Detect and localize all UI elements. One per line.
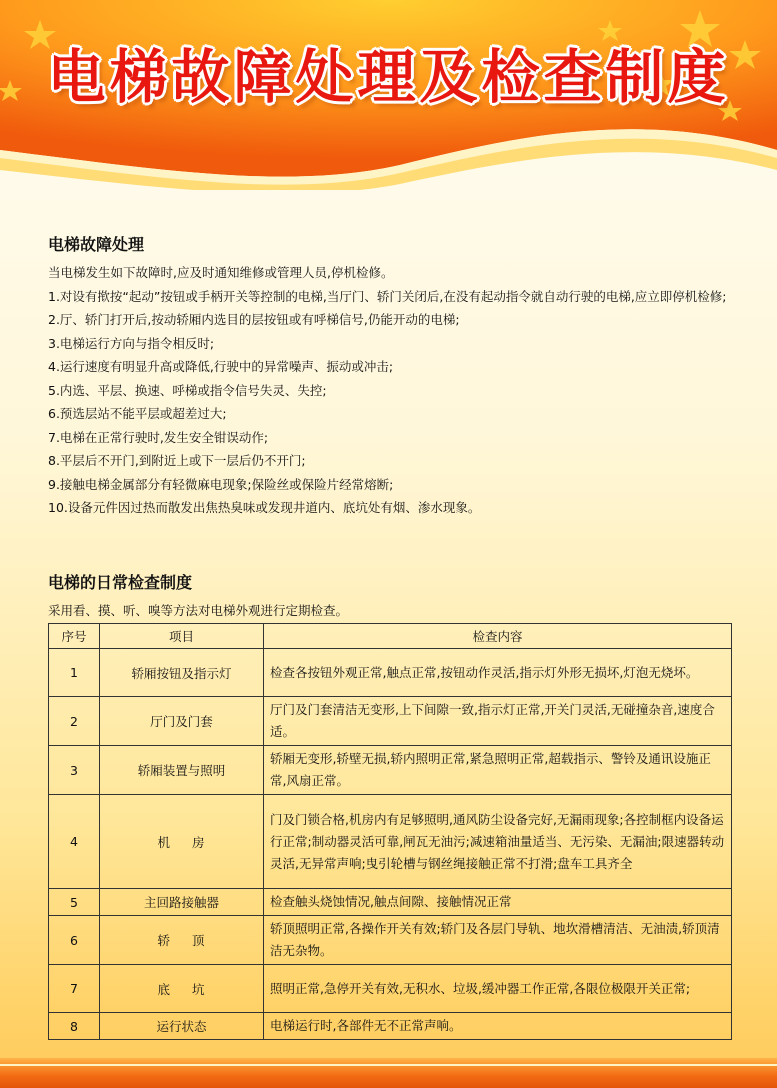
header-banner: [0, 0, 777, 190]
row-item: 机房: [100, 795, 264, 889]
fault-item: 5.内选、平层、换速、呼梯或指令信号失灵、失控;: [48, 382, 327, 398]
row-item: 轿顶: [100, 916, 264, 965]
row-no: 5: [49, 889, 100, 916]
row-item: 主回路接触器: [100, 889, 264, 916]
row-item: 轿厢装置与照明: [100, 746, 264, 795]
fault-section: [48, 232, 748, 520]
fault-item: 4.运行速度有明显升高或降低,行驶中的异常噪声、振动或冲击;: [48, 359, 394, 374]
table-header-row: [49, 624, 732, 649]
fault-item: 7.电梯在正常行驶时,发生安全钳误动作;: [48, 429, 269, 445]
row-item: 运行状态: [100, 1013, 264, 1040]
fault-item: 8.平层后不开门,到附近上或下一层后仍不开门;: [48, 453, 306, 468]
row-content: 检查触头烧蚀情况,触点间隙、接触情况正常: [264, 889, 732, 916]
daily-heading: 电梯的日常检查制度: [48, 573, 193, 592]
fault-item: 10.设备元件因过热而散发出焦热臭味或发现井道内、底坑处有烟、渗水现象。: [48, 500, 481, 515]
fault-item: 3.电梯运行方向与指令相反时;: [48, 335, 215, 351]
fault-item: 6.预选层站不能平层或超差过大;: [48, 406, 227, 421]
row-content: 轿厢无变形,轿壁无损,轿内照明正常,紧急照明正常,超载指示、警铃及通讯设施正常,风扇正常。: [264, 746, 732, 795]
row-item: 轿厢按钮及指示灯: [100, 649, 264, 697]
row-content: 厅门及门套清洁无变形,上下间隙一致,指示灯正常,开关门灵活,无碰撞杂音,速度合适。: [264, 697, 732, 746]
row-no: 1: [49, 649, 100, 697]
row-content: 照明正常,急停开关有效,无积水、垃圾,缓冲器工作正常,各限位极限开关正常;: [264, 965, 732, 1013]
row-no: 8: [49, 1013, 100, 1040]
row-item: 底坑: [100, 965, 264, 1013]
table-row: [49, 1013, 732, 1040]
fault-item: 2.厅、轿门打开后,按动轿厢内选目的层按钮或有呼梯信号,仍能开动的电梯;: [48, 312, 460, 327]
table-row: [49, 965, 732, 1013]
row-content: 轿顶照明正常,各操作开关有效;轿门及各层门导轨、地坎滑槽清洁、无油渍,轿顶清洁无杂物。: [264, 916, 732, 965]
row-no: 6: [49, 916, 100, 965]
table-row: [49, 697, 732, 746]
header-item: 项目: [100, 624, 264, 649]
table-row: [49, 649, 732, 697]
fault-item: 1.对设有揿按“起动”按钮或手柄开关等控制的电梯,当厅门、轿门关闭后,在没有起动指令就自动行驶的电梯,应立即停机检修;: [48, 288, 727, 304]
row-no: 3: [49, 746, 100, 795]
row-item: 厅门及门套: [100, 697, 264, 746]
header-content: 检查内容: [264, 624, 732, 649]
inspection-table: [48, 623, 732, 1040]
header-no: 序号: [49, 624, 100, 649]
fault-heading: 电梯故障处理: [48, 235, 145, 254]
fault-intro: 当电梯发生如下故障时,应及时通知维修或管理人员,停机检修。: [48, 265, 394, 280]
page-title: 电梯故障处理及检查制度: [47, 43, 730, 111]
row-no: 4: [49, 795, 100, 889]
row-content: 门及门锁合格,机房内有足够照明,通风防尘设备完好,无漏雨现象;各控制框内设备运行正常;制动器灵活可靠,闸瓦无油污;减速箱油量适当、无污染、无漏油;限速器转动灵活,无异常声响;曳引轮槽与钢丝绳接触正常不打滑;盘车工具齐全: [264, 795, 732, 889]
table-row: [49, 746, 732, 795]
footer-band: [0, 1058, 777, 1088]
table-row: [49, 916, 732, 965]
row-content: 电梯运行时,各部件无不正常声响。: [264, 1013, 732, 1040]
row-no: 7: [49, 965, 100, 1013]
daily-section: [48, 570, 748, 623]
row-no: 2: [49, 697, 100, 746]
daily-intro: 采用看、摸、听、嗅等方法对电梯外观进行定期检查。: [48, 603, 349, 618]
row-content: 检查各按钮外观正常,触点正常,按钮动作灵活,指示灯外形无损坏,灯泡无烧坏。: [264, 649, 732, 697]
fault-item: 9.接触电梯金属部分有轻微麻电现象;保险丝或保险片经常熔断;: [48, 476, 394, 492]
table-row: [49, 795, 732, 889]
table-row: [49, 889, 732, 916]
